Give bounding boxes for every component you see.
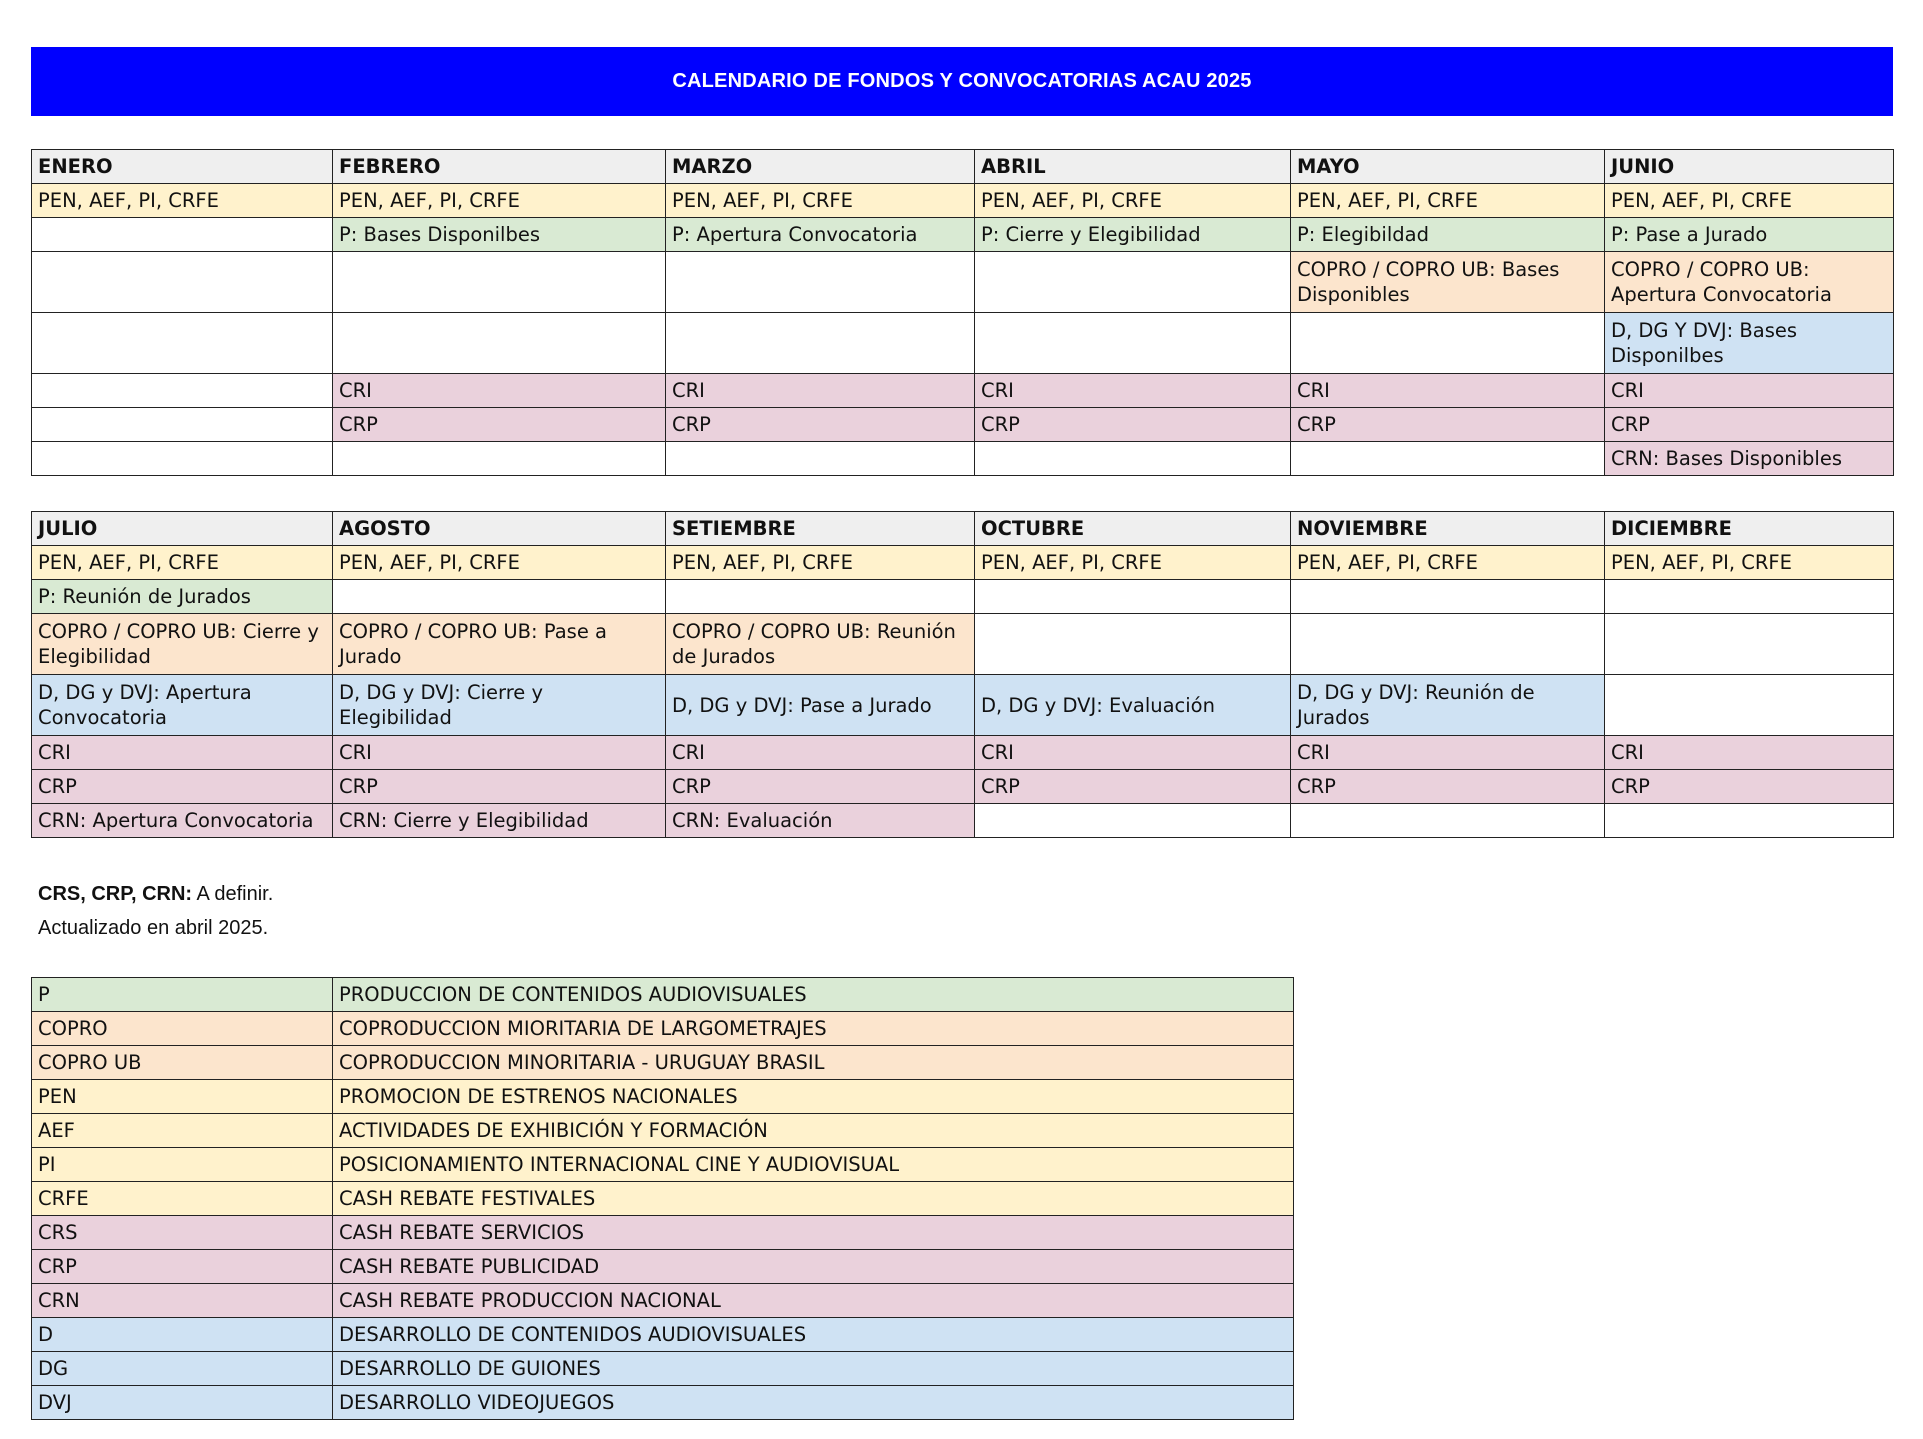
calendar-cell xyxy=(32,218,333,252)
calendar-cell: COPRO / COPRO UB: Bases Disponibles xyxy=(1291,252,1605,313)
note-line-1 xyxy=(38,877,273,911)
calendar-cell: CRN: Apertura Convocatoria xyxy=(32,804,333,838)
calendar-cell: CRI xyxy=(975,736,1291,770)
calendar-cell: CRI xyxy=(32,736,333,770)
legend-row xyxy=(32,1250,1294,1284)
legend-name: CASH REBATE SERVICIOS xyxy=(333,1216,1294,1250)
calendar-cell xyxy=(333,313,666,374)
legend-name: DESARROLLO DE GUIONES xyxy=(333,1352,1294,1386)
calendar-cell: PEN, AEF, PI, CRFE xyxy=(1605,184,1894,218)
legend-row xyxy=(32,1352,1294,1386)
calendar-cell: CRN: Cierre y Elegibilidad xyxy=(333,804,666,838)
calendar-row xyxy=(32,252,1894,313)
calendar-cell xyxy=(666,313,975,374)
calendar-cell: PEN, AEF, PI, CRFE xyxy=(333,184,666,218)
legend-code: DG xyxy=(32,1352,333,1386)
calendar-row xyxy=(32,770,1894,804)
legend-code: COPRO xyxy=(32,1012,333,1046)
calendar-row xyxy=(32,374,1894,408)
note-text: A definir. xyxy=(192,883,274,905)
legend-name: CASH REBATE PUBLICIDAD xyxy=(333,1250,1294,1284)
month-header: SETIEMBRE xyxy=(666,512,975,546)
calendar-cell xyxy=(32,408,333,442)
calendar-cell xyxy=(975,580,1291,614)
calendar-cell: PEN, AEF, PI, CRFE xyxy=(975,546,1291,580)
calendar-cell: PEN, AEF, PI, CRFE xyxy=(32,184,333,218)
legend-row xyxy=(32,978,1294,1012)
calendar-cell xyxy=(666,442,975,476)
legend-code: DVJ xyxy=(32,1386,333,1420)
legend-code: P xyxy=(32,978,333,1012)
calendar-cell xyxy=(1291,442,1605,476)
calendar-row xyxy=(32,442,1894,476)
calendar-cell: CRI xyxy=(1605,374,1894,408)
legend-code: AEF xyxy=(32,1114,333,1148)
calendar-cell: CRN: Evaluación xyxy=(666,804,975,838)
calendar-cell: CRI xyxy=(1605,736,1894,770)
legend-code: CRS xyxy=(32,1216,333,1250)
calendar-cell xyxy=(1291,614,1605,675)
calendar-cell xyxy=(32,374,333,408)
legend-name: CASH REBATE FESTIVALES xyxy=(333,1182,1294,1216)
calendar-cell xyxy=(32,252,333,313)
calendar-row xyxy=(32,614,1894,675)
calendar-cell xyxy=(32,442,333,476)
calendar-row xyxy=(32,184,1894,218)
notes xyxy=(38,877,273,945)
legend-row xyxy=(32,1114,1294,1148)
calendar-row xyxy=(32,675,1894,736)
calendar-cell: CRP xyxy=(666,770,975,804)
legend-table xyxy=(31,977,1294,1420)
calendar-row xyxy=(32,313,1894,374)
page-title-banner xyxy=(31,47,1893,116)
calendar-cell: PEN, AEF, PI, CRFE xyxy=(333,546,666,580)
calendar-row xyxy=(32,804,1894,838)
legend-code: COPRO UB xyxy=(32,1046,333,1080)
calendar-cell: D, DG Y DVJ: Bases Disponilbes xyxy=(1605,313,1894,374)
calendar-cell: PEN, AEF, PI, CRFE xyxy=(1291,184,1605,218)
calendar-cell: CRP xyxy=(1291,770,1605,804)
calendar-cell: CRP xyxy=(333,770,666,804)
month-header: AGOSTO xyxy=(333,512,666,546)
calendar-cell xyxy=(666,252,975,313)
legend-code: CRN xyxy=(32,1284,333,1318)
calendar-cell: CRP xyxy=(1605,408,1894,442)
calendar-cell: COPRO / COPRO UB: Reunión de Jurados xyxy=(666,614,975,675)
legend-code: PEN xyxy=(32,1080,333,1114)
note-label: CRS, CRP, CRN: xyxy=(38,883,193,905)
legend-row xyxy=(32,1012,1294,1046)
month-header-row xyxy=(32,150,1894,184)
calendar-row xyxy=(32,736,1894,770)
calendar-cell: D, DG y DVJ: Reunión de Jurados xyxy=(1291,675,1605,736)
calendar-cell xyxy=(333,580,666,614)
calendar-cell xyxy=(1605,580,1894,614)
calendar-cell xyxy=(666,580,975,614)
calendar-cell xyxy=(1291,313,1605,374)
calendar-cell: CRI xyxy=(666,736,975,770)
calendar-cell xyxy=(975,804,1291,838)
calendar-cell xyxy=(32,313,333,374)
month-header-row xyxy=(32,512,1894,546)
calendar-row xyxy=(32,546,1894,580)
calendar-cell: P: Reunión de Jurados xyxy=(32,580,333,614)
calendar-cell: P: Elegibildad xyxy=(1291,218,1605,252)
calendar-cell xyxy=(1605,804,1894,838)
calendar-cell: CRP xyxy=(1291,408,1605,442)
legend-row xyxy=(32,1148,1294,1182)
legend-name: CASH REBATE PRODUCCION NACIONAL xyxy=(333,1284,1294,1318)
calendar-cell xyxy=(1605,614,1894,675)
calendar-cell xyxy=(975,442,1291,476)
calendar-row xyxy=(32,408,1894,442)
legend-row xyxy=(32,1182,1294,1216)
calendar-cell: COPRO / COPRO UB: Cierre y Elegibilidad xyxy=(32,614,333,675)
calendar-cell: CRP xyxy=(32,770,333,804)
calendar-cell: CRP xyxy=(333,408,666,442)
calendar-cell: CRI xyxy=(666,374,975,408)
calendar-cell xyxy=(333,442,666,476)
calendar-cell: D, DG y DVJ: Pase a Jurado xyxy=(666,675,975,736)
calendar-cell: CRI xyxy=(975,374,1291,408)
calendar-cell: CRI xyxy=(333,374,666,408)
calendar-cell: PEN, AEF, PI, CRFE xyxy=(1605,546,1894,580)
calendar-cell: CRP xyxy=(975,408,1291,442)
legend-row xyxy=(32,1284,1294,1318)
calendar-cell: CRP xyxy=(1605,770,1894,804)
month-header: DICIEMBRE xyxy=(1605,512,1894,546)
month-header: FEBRERO xyxy=(333,150,666,184)
calendar-cell: CRI xyxy=(333,736,666,770)
legend-row xyxy=(32,1080,1294,1114)
legend-name: DESARROLLO DE CONTENIDOS AUDIOVISUALES xyxy=(333,1318,1294,1352)
legend-name: PROMOCION DE ESTRENOS NACIONALES xyxy=(333,1080,1294,1114)
calendar-first-half xyxy=(31,149,1894,476)
calendar-row xyxy=(32,218,1894,252)
legend-row xyxy=(32,1046,1294,1080)
calendar-cell: P: Cierre y Elegibilidad xyxy=(975,218,1291,252)
calendar-cell: P: Apertura Convocatoria xyxy=(666,218,975,252)
month-header: NOVIEMBRE xyxy=(1291,512,1605,546)
legend-row xyxy=(32,1386,1294,1420)
legend-row xyxy=(32,1318,1294,1352)
legend-name: PRODUCCION DE CONTENIDOS AUDIOVISUALES xyxy=(333,978,1294,1012)
calendar-cell: D, DG y DVJ: Apertura Convocatoria xyxy=(32,675,333,736)
calendar-cell: CRN: Bases Disponibles xyxy=(1605,442,1894,476)
calendar-cell: PEN, AEF, PI, CRFE xyxy=(975,184,1291,218)
month-header: ENERO xyxy=(32,150,333,184)
calendar-cell: P: Pase a Jurado xyxy=(1605,218,1894,252)
calendar-second-half xyxy=(31,511,1894,838)
calendar-cell xyxy=(975,252,1291,313)
calendar-cell: COPRO / COPRO UB: Apertura Convocatoria xyxy=(1605,252,1894,313)
legend-row xyxy=(32,1216,1294,1250)
calendar-cell: D, DG y DVJ: Cierre y Elegibilidad xyxy=(333,675,666,736)
legend-name: COPRODUCCION MIORITARIA DE LARGOMETRAJES xyxy=(333,1012,1294,1046)
calendar-cell: CRP xyxy=(666,408,975,442)
calendar-cell: P: Bases Disponilbes xyxy=(333,218,666,252)
month-header: OCTUBRE xyxy=(975,512,1291,546)
calendar-row xyxy=(32,580,1894,614)
legend-name: POSICIONAMIENTO INTERNACIONAL CINE Y AUDIOVISUAL xyxy=(333,1148,1294,1182)
legend-name: COPRODUCCION MINORITARIA - URUGUAY BRASIL xyxy=(333,1046,1294,1080)
month-header: JULIO xyxy=(32,512,333,546)
calendar-cell xyxy=(975,313,1291,374)
calendar-cell xyxy=(1291,804,1605,838)
legend-code: CRFE xyxy=(32,1182,333,1216)
legend-name: ACTIVIDADES DE EXHIBICIÓN Y FORMACIÓN xyxy=(333,1114,1294,1148)
legend-code: PI xyxy=(32,1148,333,1182)
legend-code: D xyxy=(32,1318,333,1352)
calendar-cell: COPRO / COPRO UB: Pase a Jurado xyxy=(333,614,666,675)
note-updated: Actualizado en abril 2025. xyxy=(38,917,269,939)
month-header: MAYO xyxy=(1291,150,1605,184)
calendar-cell xyxy=(1291,580,1605,614)
legend-code: CRP xyxy=(32,1250,333,1284)
calendar-cell: PEN, AEF, PI, CRFE xyxy=(666,184,975,218)
month-header: ABRIL xyxy=(975,150,1291,184)
month-header: JUNIO xyxy=(1605,150,1894,184)
page-title: CALENDARIO DE FONDOS Y CONVOCATORIAS ACAU 2025 xyxy=(672,70,1252,92)
calendar-cell: D, DG y DVJ: Evaluación xyxy=(975,675,1291,736)
calendar-cell: PEN, AEF, PI, CRFE xyxy=(1291,546,1605,580)
month-header: MARZO xyxy=(666,150,975,184)
calendar-cell: CRP xyxy=(975,770,1291,804)
calendar-cell: PEN, AEF, PI, CRFE xyxy=(32,546,333,580)
calendar-cell: CRI xyxy=(1291,736,1605,770)
calendar-cell xyxy=(333,252,666,313)
calendar-cell xyxy=(975,614,1291,675)
calendar-cell xyxy=(1605,675,1894,736)
legend-name: DESARROLLO VIDEOJUEGOS xyxy=(333,1386,1294,1420)
calendar-cell: CRI xyxy=(1291,374,1605,408)
calendar-cell: PEN, AEF, PI, CRFE xyxy=(666,546,975,580)
